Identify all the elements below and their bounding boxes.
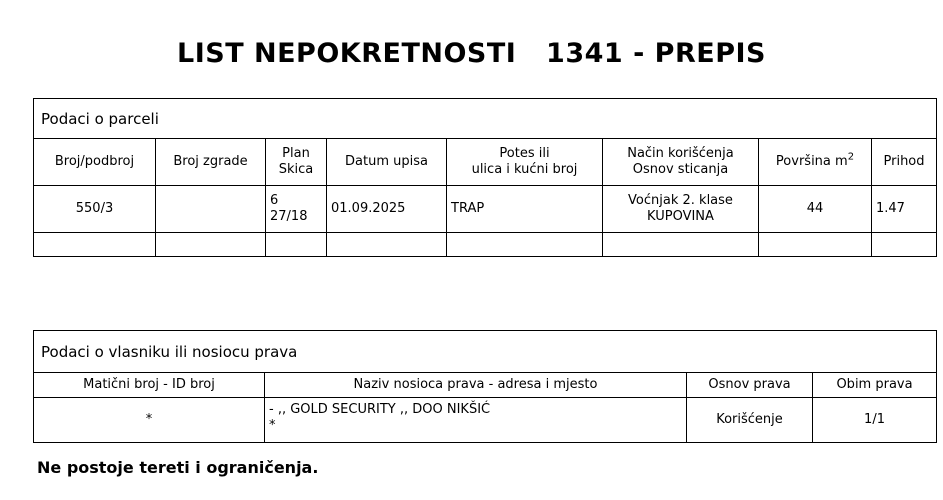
col-header-osnov-prava: Osnov prava <box>687 373 813 398</box>
cell-potes: TRAP <box>447 186 603 233</box>
empty-row <box>34 233 937 257</box>
cell-nacin <box>603 186 759 233</box>
cell-povrsina: 44 <box>759 186 872 233</box>
cell-datum: 01.09.2025 <box>327 186 447 233</box>
owner-section-heading: Podaci o vlasniku ili nosiocu prava <box>34 331 937 373</box>
table-row <box>34 398 937 443</box>
potes-label: Potes ili <box>499 146 550 161</box>
nacin-label: Način korišćenja <box>627 146 734 161</box>
col-header-obim-prava: Obim prava <box>813 373 937 398</box>
cell-naziv <box>265 398 687 443</box>
cell-prihod: 1.47 <box>872 186 937 233</box>
cell-skica: 27/18 <box>270 209 308 224</box>
encumbrance-note: Ne postoje tereti i ograničenja. <box>37 458 319 477</box>
col-header-nacin <box>603 139 759 186</box>
parcel-section-heading: Podaci o parceli <box>34 99 937 139</box>
povrsina-label: Površina m <box>775 154 848 169</box>
col-header-datum: Datum upisa <box>327 139 447 186</box>
col-header-plan-skica <box>266 139 327 186</box>
col-header-povrsina <box>759 139 872 186</box>
cell-naziv-value: - ,, GOLD SECURITY ,, DOO NIKŠIĆ <box>269 402 491 417</box>
col-header-potes <box>447 139 603 186</box>
plan-label: Plan <box>282 146 310 161</box>
cell-adresa-value: * <box>269 418 276 433</box>
cell-plan-skica <box>266 186 327 233</box>
cell-obim-prava: 1/1 <box>813 398 937 443</box>
cell-zgrada <box>156 186 266 233</box>
povrsina-sup: 2 <box>847 151 855 163</box>
owner-header-row <box>34 373 937 398</box>
cell-plan: 6 <box>270 193 279 208</box>
col-header-maticni: Matični broj - ID broj <box>34 373 265 398</box>
ulica-label: ulica i kućni broj <box>471 162 578 177</box>
cell-nacin-value: Voćnjak 2. klase <box>628 193 733 208</box>
cell-osnov-value: KUPOVINA <box>647 209 714 224</box>
document-title: LIST NEPOKRETNOSTI 1341 - PREPIS <box>177 38 766 69</box>
skica-label: Skica <box>278 162 314 177</box>
col-header-prihod: Prihod <box>872 139 937 186</box>
parcel-table <box>33 98 937 257</box>
cell-broj: 550/3 <box>34 186 156 233</box>
cell-maticni: * <box>34 398 265 443</box>
col-header-zgrada: Broj zgrade <box>156 139 266 186</box>
parcel-header-row <box>34 139 937 186</box>
col-header-broj: Broj/podbroj <box>34 139 156 186</box>
table-row <box>34 186 937 233</box>
osnov-label: Osnov sticanja <box>632 162 729 177</box>
col-header-naziv: Naziv nosioca prava - adresa i mjesto <box>265 373 687 398</box>
owner-table <box>33 330 937 443</box>
cell-osnov-prava: Korišćenje <box>687 398 813 443</box>
